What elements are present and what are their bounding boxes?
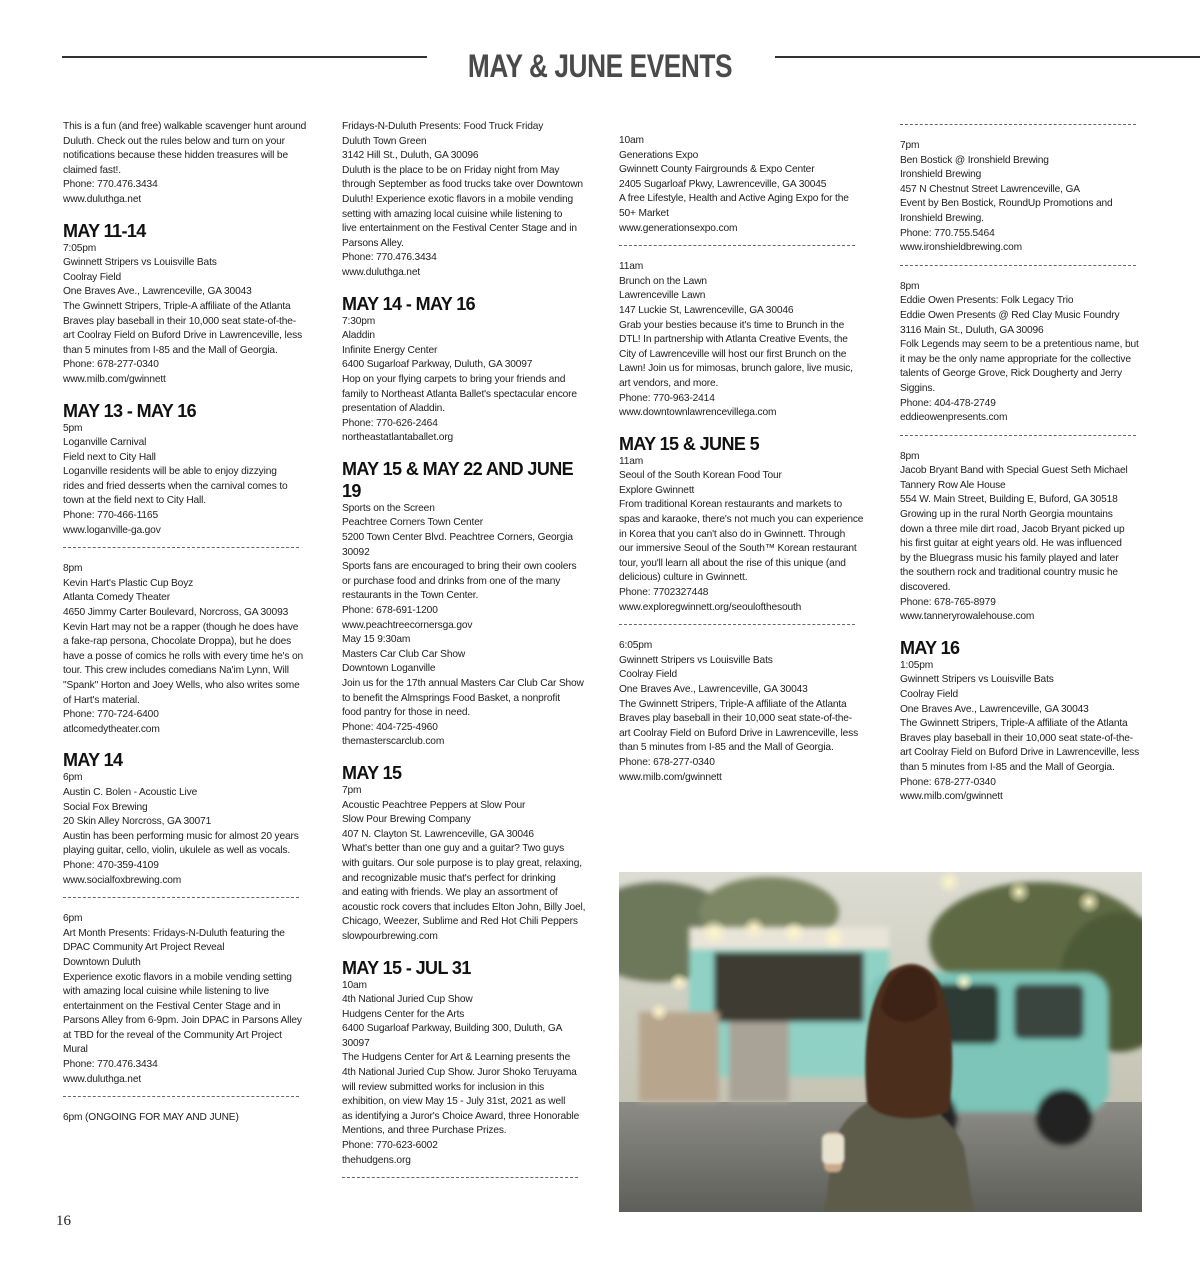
event-text-line: One Braves Ave., Lawrenceville, GA 30043 [900,703,1089,715]
column-4 [900,120,1140,805]
event-text-line: 147 Luckie St, Lawrenceville, GA 30046 [619,304,794,316]
page-number: 16 [56,1213,71,1229]
event-text-line: family to Northeast Atlanta Ballet's spectacular encore [342,388,577,400]
event-text-line: Phone: 770.476.3434 [63,1059,158,1071]
event-text-line: restaurants in the Town Center. [342,590,479,602]
event-text-line: themasterscarclub.com [342,736,445,748]
event-text-line: spas and karaoke, there's not much you can experience [619,514,864,526]
event-text-line: Phone: 678-277-0340 [619,756,715,768]
event-text-line: May 15 9:30am [342,634,411,646]
event-text-line: and recognizable music that's perfect for drinking [342,872,556,884]
event-text-line: Ironshield Brewing [900,169,982,181]
event-text-line: presentation of Aladdin. [342,403,445,415]
event-text-line: 4650 Jimmy Carter Boulevard, Norcross, GA 30093 [63,607,289,619]
event-text-line: with guitars. Our sole purpose is to play great, relaxing, [342,857,582,869]
event-text-line: The Gwinnett Stripers, Triple-A affiliate of the Atlanta [619,698,847,710]
event-text-line: Coolray Field [619,669,678,681]
event-text-line: Phone: 404-725-4960 [342,721,438,733]
event-text-line: our immersive Seoul of the South™ Korean restaurant [619,543,857,555]
event-text-line: Siggins. [900,382,936,394]
event-date-heading: MAY 14 [63,750,123,771]
event-divider [619,624,855,625]
event-text-line: 30097 [342,1037,370,1049]
event-text-line: eddieowenpresents.com [900,412,1008,424]
event-text-line: Downtown Duluth [63,956,141,968]
event-text-line: entertainment on the Festival Center Stage and in [63,1000,281,1012]
event-text-line: Parsons Alley from 6-9pm. Join DPAC in Parsons Alley [63,1015,302,1027]
event-text-line: www.duluthga.net [63,193,142,205]
column-1 [63,120,307,1126]
event-text-line: Experience exotic flavors in a mobile vending setting [63,971,292,983]
event-text-line: 554 W. Main Street, Building E, Buford, GA 30518 [900,494,1118,506]
event-text-line: Event by Ben Bostick, RoundUp Promotions and [900,198,1113,210]
event-text-line: will review submitted works for inclusion in this [342,1081,545,1093]
event-text-line: Phone: 678-277-0340 [900,776,996,788]
food-truck-photo [619,872,1142,1212]
event-text-line: art Coolray Field on Buford Drive in Lawrenceville, less [63,330,303,342]
event-text-line: at TBD for the reveal of the Community Art Project [63,1029,282,1041]
event-text-line: than 5 minutes from I-85 and the Mall of Georgia. [900,761,1115,773]
event-text-line: Join us for the 17th annual Masters Car Club Car Show [342,678,584,689]
event-text-line: 6400 Sugarloaf Parkway, Building 300, Duluth, GA [342,1023,563,1035]
event-text-line: Braves play baseball in their 10,000 seat state-of-the- [900,732,1133,744]
event-text-line: Gwinnett Stripers vs Louisville Bats [619,654,773,666]
event-text-line: Phone: 678-277-0340 [63,359,159,371]
event-date-heading: MAY 15 - JUL 31 [342,957,471,978]
event-text-line: with amazing local cuisine while listening to live [63,986,269,998]
event-text-line: 10am [619,135,644,146]
event-text-line: 457 N Chestnut Street Lawrenceville, GA [900,183,1080,195]
event-text-line: 7pm [900,140,920,151]
event-text-line: 3142 Hill St., Duluth, GA 30096 [342,150,479,162]
event-date-heading: MAY 15 & JUNE 5 [619,433,760,454]
event-text-line: 30092 [342,546,370,558]
event-text-line: Duluth is the place to be on Friday night from May [342,164,560,176]
event-text-line: Duluth Town Green [342,135,427,147]
event-text-line: down a three mile dirt road, Jacob Bryant picked up [900,523,1125,535]
event-text-line: 6pm [63,913,83,925]
event-divider [63,1096,299,1097]
event-text-line: www.downtownlawrencevillega.com [619,407,777,419]
event-text-line: Growing up in the rural North Georgia mountains [900,509,1113,521]
event-text-line: exhibition, on view May 15 - July 31st, 2021 as well [342,1096,566,1108]
event-text-line: his first guitar at eight years old. He was influenced [900,538,1122,550]
event-text-line: 50+ Market [619,207,669,219]
event-date-heading: 19 [342,480,361,501]
event-text-line: 8pm [900,280,920,292]
spacer [619,120,859,134]
event-text-line: as identifying a Juror's Choice Award, three Honorable [342,1110,580,1122]
event-text-line: www.peachtreecornersga.gov [342,619,473,631]
event-text-line: Phone: 678-691-1200 [342,605,438,617]
event-text-line: or purchase food and drinks from one of the many [342,575,561,587]
event-divider [900,265,1136,266]
event-text-line: to benefit the Almsprings Food Basket, a nonprofit [342,692,560,704]
event-text-line: claimed fast!. [63,164,121,176]
event-text-line: www.socialfoxbrewing.com [63,874,182,886]
event-text-line: live entertainment on the Festival Center Stage and in [342,223,577,235]
event-text-line: Sports fans are encouraged to bring their own coolers [342,561,577,573]
event-date-heading: MAY 13 - MAY 16 [63,400,197,421]
event-text-line: www.ironshieldbrewing.com [900,242,1022,254]
event-text-line: notifications because these hidden treasures will be [63,150,288,162]
event-text-line: Phone: 770-724-6400 [63,709,159,721]
event-text-line: Explore Gwinnett [619,484,695,496]
event-text-line: www.duluthga.net [63,1073,142,1085]
event-text-line: Aladdin [342,330,375,342]
event-text-line: www.milb.com/gwinnett [619,771,722,783]
event-text-line: 8pm [63,563,83,575]
event-text-line: Eddie Owen Presents @ Red Clay Music Foundry [900,309,1120,321]
event-text-line: Lawn! Join us for mimosas, brunch galore, live music, [619,363,853,375]
event-text-line: than 5 minutes from I-85 and the Mall of Georgia. [63,344,278,356]
event-text-line: Phone: 770.476.3434 [342,252,437,264]
event-text-line: Jacob Bryant Band with Special Guest Seth Michael [900,465,1128,477]
event-text-line: The Gwinnett Stripers, Triple-A affiliate of the Atlanta [900,718,1128,730]
event-text-line: Art Month Presents: Fridays-N-Duluth featuring the [63,927,285,939]
event-text-line: Social Fox Brewing [63,801,148,813]
event-text-line: 3116 Main St., Duluth, GA 30096 [900,324,1044,336]
event-text-line: www.loganville-ga.gov [63,524,161,536]
event-date-heading: MAY 14 - MAY 16 [342,293,476,314]
event-text-line: www.milb.com/gwinnett [63,373,166,385]
event-text-line: the southern rock and traditional country music he [900,567,1118,579]
event-date-heading: MAY 16 [900,637,960,658]
event-text-line: food pantry for those in need. [342,707,471,719]
event-text-line: Kevin Hart's Plastic Cup Boyz [63,577,194,589]
event-text-line: 8pm [900,450,920,462]
event-text-line: www.generationsexpo.com [619,222,738,234]
event-text-line: Phone: 770-963-2414 [619,392,715,404]
event-text-line: The Gwinnett Stripers, Triple-A affiliate of the Atlanta [63,300,291,312]
event-text-line: 2405 Sugarloaf Pkwy, Lawrenceville, GA 30045 [619,178,827,190]
event-text-line: a fake-rap persona, Chocolate Droppa), but he does [63,636,292,648]
event-text-line: One Braves Ave., Lawrenceville, GA 30043 [63,286,252,298]
event-text-line: tour. This crew includes comedians Na'im Lynn, Will [63,665,289,677]
event-text-line: Phone: 770.755.5464 [900,227,995,239]
event-text-line: it may be the only name appropriate for the collective [900,353,1131,365]
event-text-line: Eddie Owen Presents: Folk Legacy Trio [900,295,1074,307]
event-text-line: 7pm [342,784,362,796]
event-text-line: Braves play baseball in their 10,000 seat state-of-the- [619,713,852,725]
event-text-line: City of Lawrenceville will host our first Brunch on the [619,348,847,360]
event-text-line: Masters Car Club Car Show [342,648,466,660]
event-text-line: Austin C. Bolen - Acoustic Live [63,786,198,798]
event-text-line: 11am [619,261,644,273]
event-text-line: atlcomedytheater.com [63,723,160,735]
event-text-line: Austin has been performing music for almost 20 years [63,830,299,842]
event-text-line: Hop on your flying carpets to bring your friends and [342,373,566,385]
event-text-line: Coolray Field [900,689,959,700]
event-text-line: www.duluthga.net [342,266,421,278]
event-text-line: Gwinnett County Fairgrounds & Expo Center [619,164,815,176]
event-text-line: Kevin Hart may not be a rapper (though he does have [63,621,299,633]
event-divider [63,547,299,548]
event-text-line: From traditional Korean restaurants and markets to [619,499,842,511]
event-text-line: by the Bluegrass music his family played and later [900,552,1119,564]
event-text-line: Duluth! Experience exotic flavors in a mobile vending [342,193,574,205]
event-text-line: 5200 Town Center Blvd. Peachtree Corners, Georgia [342,532,573,544]
event-text-line: Coolray Field [63,271,122,283]
event-text-line: Mural [63,1044,88,1056]
event-text-line: www.exploregwinnett.org/seoulofthesouth [619,601,802,613]
event-text-line: 1:05pm [900,659,934,671]
header-rule-right [775,56,1200,58]
event-divider [619,245,855,246]
event-text-line: of Hart's material. [63,694,140,706]
event-text-line: Phone: 770-466-1165 [63,510,158,522]
event-text-line: 6pm [63,772,83,784]
event-text-line: Braves play baseball in their 10,000 seat state-of-the- [63,315,296,327]
event-text-line: through September as food trucks take over Downtown [342,179,583,191]
event-text-line: discovered. [900,582,951,594]
page-header [0,48,1200,88]
event-text-line: Peachtree Corners Town Center [342,517,483,529]
event-text-line: One Braves Ave., Lawrenceville, GA 30043 [619,684,808,695]
event-text-line: Ben Bostick @ Ironshield Brewing [900,154,1049,166]
event-text-line: in Korea that you can't also do in Gwinnett. Through [619,528,846,540]
event-text-line: The Hudgens Center for Art & Learning presents the [342,1052,571,1064]
event-divider [900,124,1136,125]
event-text-line: Mentions, and three Purchase Prizes. [342,1125,507,1137]
event-divider [63,897,299,898]
event-text-line: have a posse of comics he rolls with every time he's on [63,650,304,662]
event-text-line: Brunch on the Lawn [619,275,707,287]
column-2 [342,120,587,1192]
food-truck-photo-icon [619,872,1142,1212]
event-text-line: Gwinnett Stripers vs Louisville Bats [63,257,217,269]
event-text-line: 7:05pm [63,242,97,254]
event-text-line: thehudgens.org [342,1154,411,1166]
event-text-line: 4th National Juried Cup Show [342,994,473,1006]
event-text-line: art Coolray Field on Buford Drive in Lawrenceville, less [900,747,1140,759]
event-date-heading: MAY 15 [342,762,402,783]
event-text-line: delicious) culture in Gwinnett. [619,572,748,584]
event-text-line: 6:05pm [619,640,653,652]
event-text-line: Loganville Carnival [63,437,147,449]
event-text-line: 10am [342,979,367,991]
event-text-line: Atlanta Comedy Theater [63,592,170,604]
event-divider [900,435,1136,436]
event-text-line: Lawrenceville Lawn [619,290,706,302]
event-divider [342,1177,578,1178]
event-text-line: Loganville residents will be able to enjoy dizzying [63,466,277,478]
event-text-line: Phone: 470-359-4109 [63,859,159,871]
event-text-line: 5pm [63,422,83,434]
event-text-line: talents of George Grove, Rick Dougherty and Jerry [900,368,1122,380]
event-text-line: Generations Expo [619,149,699,161]
event-text-line: This is a fun (and free) walkable scavenger hunt around [63,121,307,132]
event-text-line: 11am [619,455,644,467]
event-text-line: Folk Legends may seem to be a pretentious name, but [900,339,1139,351]
event-text-line: Chicago, Weezer, Sublime and Red Hot Chili Peppers [342,916,578,928]
event-text-line: Gwinnett Stripers vs Louisville Bats [900,674,1054,686]
event-text-line: Slow Pour Brewing Company [342,814,471,826]
event-text-line: 6400 Sugarloaf Parkway, Duluth, GA 30097 [342,359,533,371]
event-text-line: 20 Skin Alley Norcross, GA 30071 [63,816,212,828]
event-text-line: Phone: 770-626-2464 [342,417,438,429]
event-text-line: Field next to City Hall [63,451,156,463]
event-text-line: than 5 minutes from I-85 and the Mall of Georgia. [619,742,834,754]
event-text-line: "Spank" Horton and Joey Wells, who also writes some [63,680,300,691]
event-date-heading: MAY 11-14 [63,220,146,241]
event-text-line: DTL! In partnership with Atlanta Creative Events, the [619,334,848,346]
event-text-line: Infinite Energy Center [342,344,438,356]
event-text-line: What's better than one guy and a guitar? Two guys [342,843,565,855]
event-text-line: slowpourbrewing.com [342,930,438,942]
event-date-heading: MAY 15 & MAY 22 AND JUNE [342,458,574,479]
event-text-line: DPAC Community Art Project Reveal [63,942,225,954]
event-text-line: Phone: 678-765-8979 [900,596,996,608]
event-text-line: rides and fried desserts when the carnival comes to [63,480,288,492]
event-text-line: town at the field next to City Hall. [63,495,206,507]
event-text-line: www.milb.com/gwinnett [900,791,1003,803]
event-text-line: acoustic rock covers that includes Elton John, Billy Joel, [342,901,586,913]
event-text-line: Acoustic Peachtree Peppers at Slow Pour [342,799,526,811]
event-text-line: art Coolray Field on Buford Drive in Lawrenceville, less [619,727,859,739]
event-text-line: Hudgens Center for the Arts [342,1008,465,1020]
event-text-line: Parsons Alley. [342,237,404,249]
event-text-line: Seoul of the South Korean Food Tour [619,470,782,482]
event-text-line: www.tanneryrowalehouse.com [900,611,1035,623]
event-text-line: A free Lifestyle, Health and Active Aging Expo for the [619,193,849,205]
event-text-line: 4th National Juried Cup Show. Juror Shoko Teruyama [342,1067,577,1079]
event-text-line: Ironshield Brewing. [900,212,984,224]
event-text-line: Grab your besties because it's time to Brunch in the [619,319,845,331]
event-text-line: Phone: 7702327448 [619,587,709,599]
event-text-line: Fridays-N-Duluth Presents: Food Truck Friday [342,121,544,132]
event-text-line: Tannery Row Ale House [900,479,1006,491]
event-text-line: Phone: 770.476.3434 [63,179,158,191]
event-text-line: 6pm (ONGOING FOR MAY AND JUNE) [63,1112,239,1124]
column-3 [619,120,864,785]
event-text-line: playing guitar, cello, violin, ukulele as well as vocals. [63,845,291,857]
event-text-line: tour, you'll learn all about the rise of this unique (and [619,557,846,569]
event-text-line: Phone: 770-623-6002 [342,1140,438,1152]
event-text-line: Downtown Loganville [342,663,436,675]
page-title: MAY & JUNE EVENTS [467,48,733,84]
event-text-line: northeastatlantaballet.org [342,432,454,444]
event-text-line: Duluth. Check out the rules below and turn on your [63,135,285,147]
event-text-line: 7:30pm [342,315,376,327]
event-text-line: Sports on the Screen [342,502,435,514]
event-text-line: Phone: 404-478-2749 [900,397,996,409]
event-text-line: and eating with friends. We play an assortment of [342,887,558,899]
event-text-line: 407 N. Clayton St. Lawrenceville, GA 30046 [342,828,534,840]
event-text-line: art vendors, and more. [619,377,719,389]
event-text-line: setting with amazing local cuisine while listening to [342,208,563,220]
